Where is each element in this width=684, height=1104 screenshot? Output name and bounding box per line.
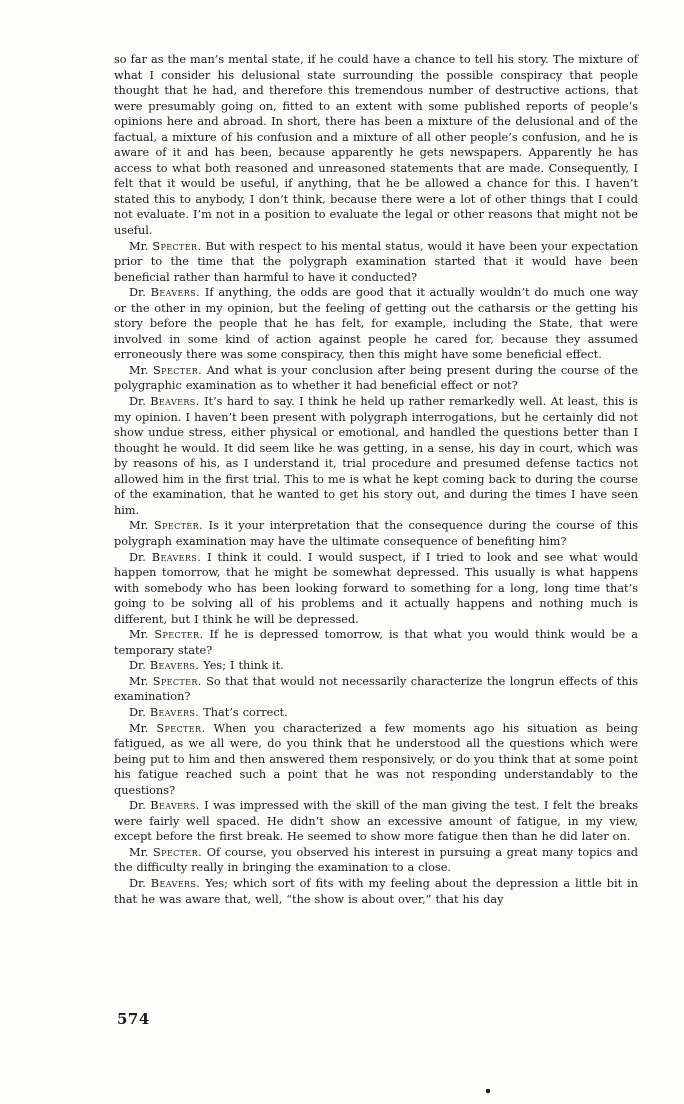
speaker-name: Beavers. [150,286,201,300]
speaker-prefix: Dr. [129,659,150,673]
speaker-label [129,877,200,890]
paragraph-text: If anything, the odds are good that it actually wouldn’t do much one way or the other in my opinion, but the feeling of getting out the catharsis or the getting his story before the people that he has felt, for example, including the State, that were involved in some kind of action against people he cared for, because they assumed erroneously there was some conspiracy, then this might have some beneficial effect. [114,286,638,362]
paragraph-text: When you characterized a few moments ago his situation as being fatigued, as we all were, do you think that he understood all the questions which were being put to him and then answered them responsively, or do you think that at some point his fatigue reached such a point that he was not responding understandably to the questions? [114,721,639,797]
transcript-paragraph [114,627,638,658]
speaker-name: Specter. [156,721,206,735]
speaker-label [129,799,200,812]
page-footer [117,1009,150,1028]
speaker-label [129,722,205,735]
transcript-paragraph [114,705,638,721]
transcript-paragraph [114,674,638,705]
speaker-label [129,286,200,299]
speaker-label [129,675,202,688]
speaker-label [129,240,201,253]
speaker-name: Specter. [154,628,204,642]
transcript-paragraph [114,285,638,363]
paragraph-text: So that that would not necessarily characterize the longrun effects of this examination? [114,674,639,704]
paragraph-text: Yes; which sort of fits with my feeling about the depression a little bit in that he was aware that, well, “the show is about over,” that his day [114,876,638,906]
transcript-paragraph [114,239,638,286]
paragraph-text: I was impressed with the skill of the man giving the test. I felt the breaks were fairly well spaced. He didn’t show an excessive amount of fatigue, in my view, except before the first break. He seemed to show more fatigue then than he did later on. [114,799,638,844]
speaker-prefix: Dr. [129,550,152,564]
speaker-name: Specter. [153,363,203,377]
speaker-name: Beavers. [150,799,200,813]
transcript-paragraph [114,845,638,876]
paragraph-text: Is it your interpretation that the consequence during the course of this polygraph examination may have the ultimate consequence of benefiting him? [114,519,638,548]
ink-speck [486,1089,490,1093]
speaker-label [129,706,199,719]
speaker-label [129,659,199,672]
paragraph-text: It’s hard to say. I think he held up rather remarkedly well. At least, this is my opinion. I haven’t been present with polygraph interrogations, but he certainly did not show undue stress, either physical or emotional, and handled the questions better than I thought he would. It did seem like he was getting, in a sense, his day in court, which was by reasons of his, as I understand it, trial procedure and presumed defense tactics not allowed him in the first trial. This to me is what he kept coming back to during the course of the examination, that he wanted to get his story out, and during the times I have seen him. [114,395,638,517]
speaker-name: Beavers. [150,395,200,409]
speaker-label [129,519,203,532]
paragraph-text: If he is depressed tomorrow, is that what you would think would be a temporary state? [114,628,639,657]
speaker-label [129,628,203,641]
speaker-label [129,551,201,564]
paragraph-text: Yes; I think it. [199,659,284,673]
transcript-paragraph [114,658,638,674]
speaker-prefix: Dr. [129,395,151,409]
speaker-prefix: Mr. [129,519,154,533]
paragraph-text: I think it could. I would suspect, if I tried to look and see what would happen tomorrow, that he might be somewhat depressed. This usually is what happens with somebody who has been looking forward to something for a long, long time that’s going to be solving all of his problems and it actually happens and nothing much is different, but I think he will be depressed. [114,550,638,626]
speaker-prefix: Mr. [129,239,153,253]
speaker-prefix: Mr. [129,845,153,859]
paragraph-text: Of course, you observed his interest in pursuing a great many topics and the difficulty really in bringing the examination to a close. [114,845,639,875]
paragraph-text: so far as the man’s mental state, if he could have a chance to tell his story. The mixture of what I consider his delusional state surrounding the possible conspiracy that people thought that he had, and therefore this tremendous number of destructive actions, that were presumably going on, fitted to an extent with some published reports of people’s opinions here and abroad. In short, there has been a mixture of the delusional and of the factual, a mixture of his confusion and a mixture of all other people’s confusion, and he is aware of it and has been, because apparently he gets newspapers. Apparently he has access to what both reasoned and unreasoned statements that are made. Consequently, I felt that it would be useful, if anything, that he be allowed a chance for this. I haven’t stated this to anybody, I don’t think, because there were a lot of other things that I could not evaluate. I’m not in a position to evaluate the legal or other reasons that might not be useful. [114,53,638,238]
transcript-paragraph [114,550,638,628]
speaker-name: Specter. [153,845,203,859]
speaker-prefix: Mr. [129,628,155,642]
transcript-paragraph [114,394,638,518]
speaker-label [129,364,202,377]
paragraph-text: But with respect to his mental status, would it have been your expectation prior to the time that the polygraph examination started that it would have been beneficial rather than harmful to have it conducted? [114,239,638,284]
transcript-paragraph [114,518,638,549]
transcript-paragraph [114,363,638,394]
paragraph-text: And what is your conclusion after being present during the course of the polygraphic examination as to whether it had beneficial effect or not? [114,363,639,393]
transcript-text-block [114,52,638,907]
page-number: 574 [117,1010,150,1028]
speaker-prefix: Mr. [129,674,153,688]
speaker-label [129,846,202,859]
speaker-name: Beavers. [150,876,201,890]
paragraph-text: That’s correct. [199,705,288,719]
speaker-name: Beavers. [149,705,200,719]
speaker-name: Specter. [152,674,202,688]
speaker-name: Specter. [152,239,202,253]
transcript-paragraph [114,798,638,845]
transcript-paragraph [114,876,638,907]
speaker-prefix: Dr. [129,876,151,890]
speaker-prefix: Dr. [129,799,151,813]
speaker-name: Beavers. [151,550,202,564]
speaker-prefix: Mr. [129,363,154,377]
speaker-prefix: Dr. [129,286,151,300]
speaker-name: Specter. [153,519,204,533]
transcript-paragraph [114,721,638,799]
speaker-label [129,395,200,408]
speaker-prefix: Mr. [129,721,157,735]
speaker-prefix: Dr. [129,705,150,719]
transcript-paragraph [114,52,638,239]
speaker-name: Beavers. [149,659,200,673]
